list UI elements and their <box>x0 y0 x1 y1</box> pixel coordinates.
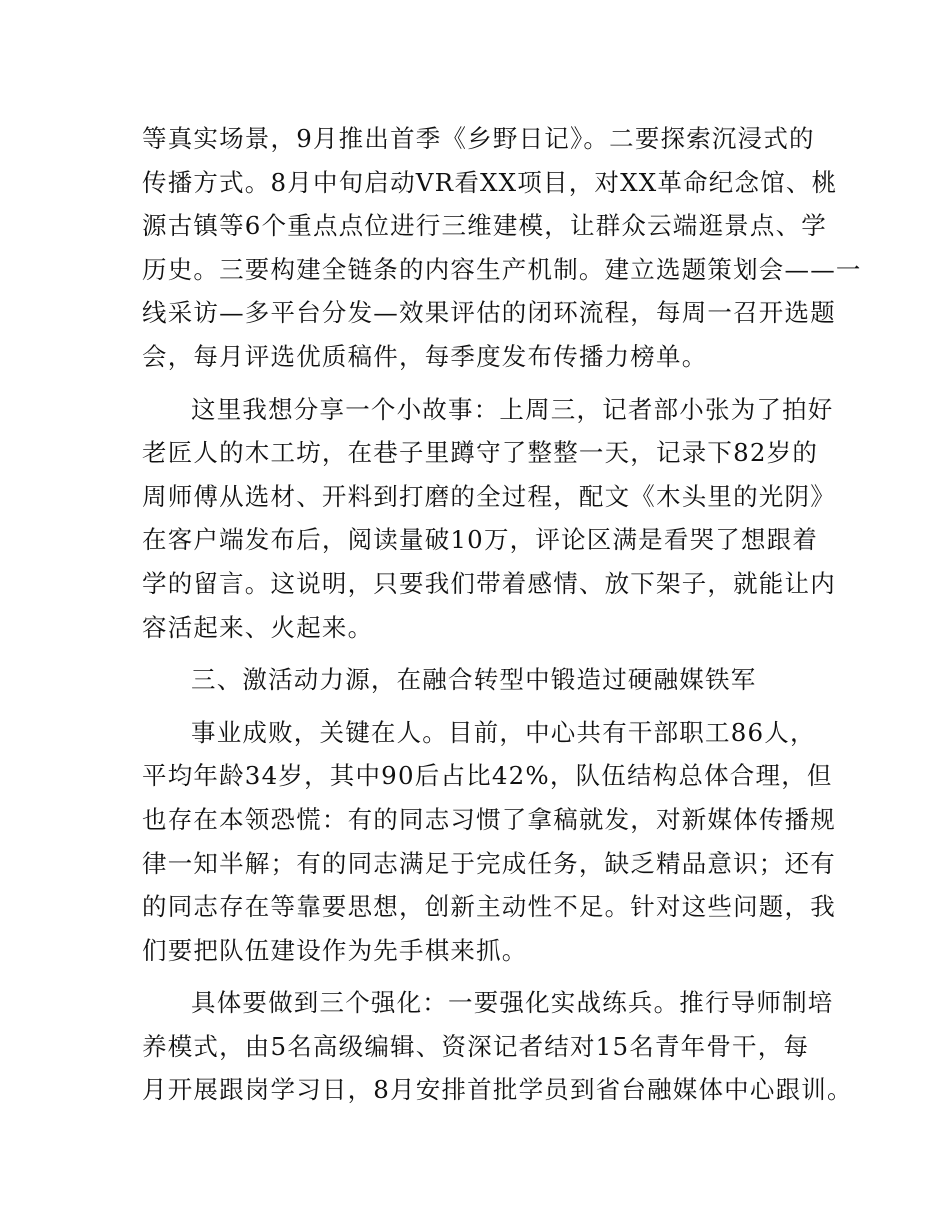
text-line: 传播方式。8月中旬启动VR看XX项目，对XX革命纪念馆、桃 <box>142 167 838 197</box>
text-line: 的同志存在等靠要思想，创新主动性不足。针对这些问题，我 <box>142 892 836 922</box>
text-line: 养模式，由5名高级编辑、资深记者结对15名青年骨干，每 <box>142 1031 810 1061</box>
text-line: 等真实场景，9月推出首季《乡野日记》。二要探索沉浸式的 <box>142 124 815 153</box>
text-line: 线采访—多平台分发—效果评估的闭环流程，每周一召开选题 <box>142 298 836 328</box>
text-line: 平均年龄34岁，其中90后占比42%，队伍结构总体合理，但 <box>142 761 833 791</box>
section-heading-3 <box>142 658 822 702</box>
text-line: 们要把队伍建设作为先手棋来抓。 <box>142 935 528 965</box>
text-line: 也存在本领恐慌：有的同志习惯了拿稿就发，对新媒体传播规 <box>142 804 836 834</box>
text-line: 学的留言。这说明，只要我们带着感情、放下架子，就能让内 <box>142 568 836 598</box>
text-line: 在客户端发布后，阅读量破10万，评论区满是看哭了想跟着 <box>142 525 819 555</box>
paragraph-4 <box>142 981 853 1112</box>
text-line: 会，每月评选优质稿件，每季度发布传播力榜单。 <box>142 341 708 371</box>
text-line: 具体要做到三个强化：一要强化实战练兵。推行导师制培 <box>191 988 834 1018</box>
paragraph-1 <box>142 117 862 379</box>
text-line: 历史。三要构建全链条的内容生产机制。建立选题策划会——一 <box>142 254 862 284</box>
text-line: 律一知半解；有的同志满足于完成任务，缺乏精品意识；还有 <box>142 848 836 878</box>
text-line: 事业成败，关键在人。目前，中心共有干部职工86人， <box>191 717 816 747</box>
document-body <box>142 117 862 1112</box>
text-line: 老匠人的木工坊，在巷子里蹲守了整整一天，记录下82岁的 <box>142 438 819 468</box>
heading-line: 三、激活动力源，在融合转型中锻造过硬融媒铁军 <box>191 665 757 695</box>
paragraph-2 <box>142 388 836 650</box>
paragraph-3 <box>142 711 836 973</box>
text-line: 月开展跟岗学习日，8月安排首批学员到省台融媒体中心跟训。 <box>142 1075 853 1105</box>
text-line: 这里我想分享一个小故事：上周三，记者部小张为了拍好 <box>191 394 834 424</box>
text-line: 源古镇等6个重点点位进行三维建模，让群众云端逛景点、学 <box>142 211 827 241</box>
text-line: 周师傅从选材、开料到打磨的全过程，配文《木头里的光阴》 <box>142 481 836 511</box>
text-line: 容活起来、火起来。 <box>142 612 374 642</box>
